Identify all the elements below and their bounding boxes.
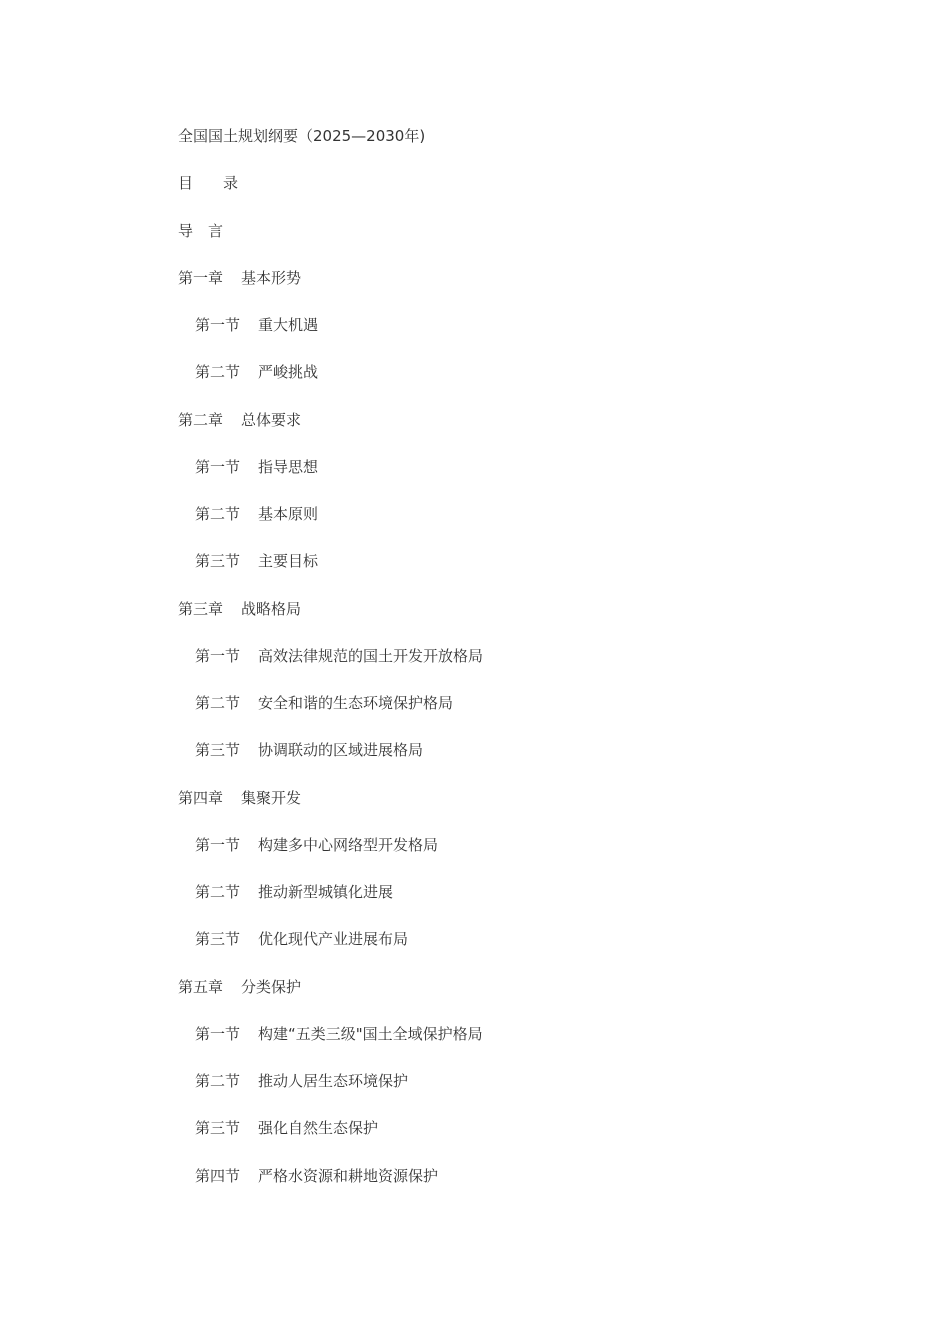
chapter-title: 集聚开发: [241, 788, 302, 807]
chapter-title: 分类保护: [241, 977, 302, 996]
section-number: 第三节: [195, 741, 241, 760]
toc-chapter-entry: [178, 975, 798, 1022]
toc-chapter-entry: [178, 266, 798, 313]
toc-section-entry: [178, 644, 798, 691]
toc-entries: [178, 266, 798, 1211]
toc-section-entry: [178, 691, 798, 738]
toc-chapter-entry: [178, 786, 798, 833]
chapter-number: 第四章: [178, 788, 224, 807]
chapter-title: 战略格局: [241, 599, 302, 618]
toc-section-entry: [178, 455, 798, 502]
chapter-title: 基本形势: [241, 268, 302, 287]
section-number: 第三节: [195, 552, 241, 571]
toc-section-entry: [178, 880, 798, 927]
chapter-number: 第五章: [178, 977, 224, 996]
section-title: 构建多中心网络型开发格局: [258, 835, 439, 854]
section-number: 第三节: [195, 930, 241, 949]
section-title: 严格水资源和耕地资源保护: [258, 1166, 439, 1185]
section-title: 推动人居生态环境保护: [258, 1072, 409, 1090]
toc-section-entry: [178, 1022, 798, 1069]
section-number: 第一节: [195, 646, 241, 665]
section-title: 指导思想: [258, 457, 319, 476]
toc-section-entry: [178, 360, 798, 407]
section-title: 高效法律规范的国土开发开放格局: [258, 646, 484, 665]
toc-section-entry: [178, 549, 798, 596]
section-number: 第一节: [195, 835, 241, 854]
toc-heading: 目 录: [178, 174, 239, 193]
section-number: 第一节: [195, 457, 241, 476]
toc-chapter-entry: [178, 597, 798, 644]
chapter-number: 第二章: [178, 410, 224, 429]
section-number: 第二节: [195, 694, 241, 712]
section-title: 协调联动的区域进展格局: [258, 741, 424, 760]
section-number: 第一节: [195, 1024, 241, 1043]
toc-section-entry: [178, 1069, 798, 1116]
section-number: 第二节: [195, 1072, 241, 1090]
section-title: 构建“五类三级"国土全域保护格局: [258, 1024, 483, 1043]
toc-section-entry: [178, 313, 798, 360]
table-of-contents: [178, 124, 798, 1211]
section-title: 重大机遇: [258, 316, 319, 334]
section-number: 第三节: [195, 1119, 241, 1138]
toc-section-entry: [178, 833, 798, 880]
section-number: 第四节: [195, 1166, 241, 1185]
toc-section-entry: [178, 738, 798, 785]
section-title: 严峻挑战: [258, 363, 319, 382]
toc-section-entry: [178, 1116, 798, 1163]
chapter-title: 总体要求: [241, 410, 302, 429]
toc-section-entry: [178, 1164, 798, 1211]
section-title: 安全和谐的生态环境保护格局: [258, 694, 454, 712]
section-title: 强化自然生态保护: [258, 1119, 379, 1138]
toc-section-entry: [178, 927, 798, 974]
chapter-number: 第一章: [178, 268, 224, 287]
section-title: 推动新型城镇化进展: [258, 883, 394, 901]
toc-section-entry: [178, 502, 798, 549]
section-title: 优化现代产业进展布局: [258, 930, 409, 949]
section-number: 第二节: [195, 883, 241, 901]
toc-chapter-entry: [178, 408, 798, 455]
section-title: 主要目标: [258, 552, 319, 571]
section-number: 第二节: [195, 505, 241, 523]
section-number: 第二节: [195, 363, 241, 382]
document-title: 全国国土规划纲要（2025—2030年): [178, 127, 426, 145]
chapter-number: 第三章: [178, 599, 224, 618]
section-title: 基本原则: [258, 505, 319, 523]
section-number: 第一节: [195, 316, 241, 334]
intro-entry: 导 言: [178, 221, 224, 240]
